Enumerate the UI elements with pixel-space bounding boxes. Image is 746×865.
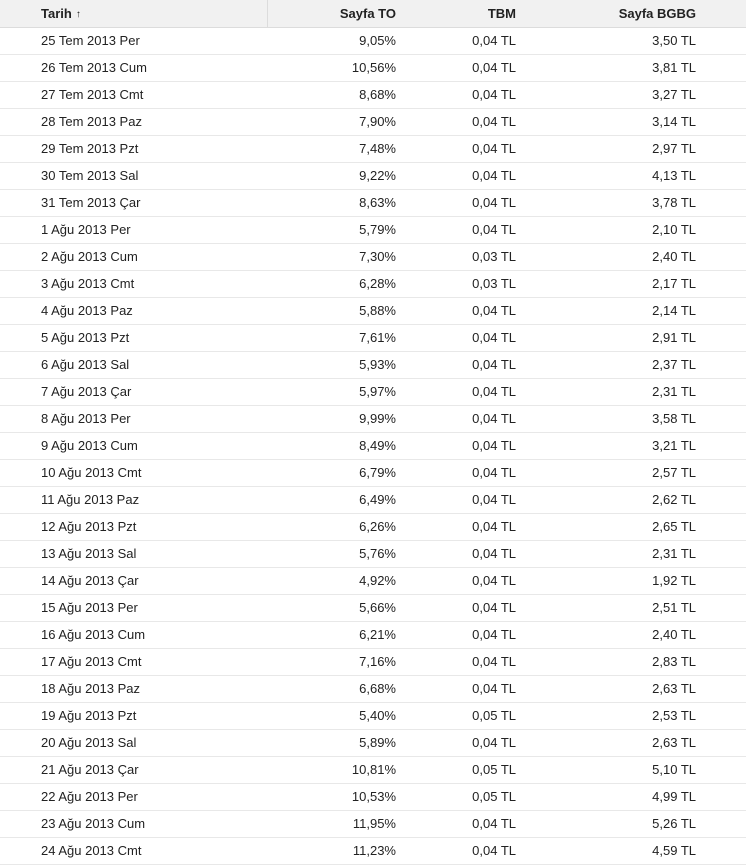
- cell-cpc: 0,04 TL: [472, 492, 516, 507]
- cell-page-rpm: 2,14 TL: [652, 303, 696, 318]
- cell-cpc: 0,05 TL: [472, 762, 516, 777]
- cell-cpc: 0,04 TL: [472, 600, 516, 615]
- cell-page-ctr: 5,40%: [359, 708, 396, 723]
- cell-page-rpm: 2,65 TL: [652, 519, 696, 534]
- column-header-page-ctr[interactable]: Sayfa TO: [339, 6, 396, 21]
- cell-cpc: 0,04 TL: [472, 735, 516, 750]
- cell-page-ctr: 5,79%: [359, 222, 396, 237]
- table-row: [0, 82, 746, 109]
- table-row: [0, 379, 746, 406]
- cell-cpc: 0,04 TL: [472, 195, 516, 210]
- table-row: [0, 217, 746, 244]
- table-row: [0, 676, 746, 703]
- table-row: [0, 649, 746, 676]
- cell-page-ctr: 10,53%: [351, 789, 396, 804]
- cell-page-rpm: 2,83 TL: [652, 654, 696, 669]
- table-row: [0, 541, 746, 568]
- cell-page-ctr: 7,90%: [359, 114, 396, 129]
- cell-cpc: 0,05 TL: [472, 789, 516, 804]
- column-header-date-label: Tarih: [41, 6, 72, 21]
- table-row: [0, 757, 746, 784]
- table-row: [0, 406, 746, 433]
- cell-cpc: 0,04 TL: [472, 168, 516, 183]
- cell-page-rpm: 1,92 TL: [652, 573, 696, 588]
- cell-date: 30 Tem 2013 Sal: [41, 168, 139, 183]
- cell-cpc: 0,04 TL: [472, 60, 516, 75]
- cell-date: 21 Ağu 2013 Çar: [41, 762, 139, 777]
- cell-page-rpm: 2,17 TL: [652, 276, 696, 291]
- cell-cpc: 0,04 TL: [472, 33, 516, 48]
- table-row: [0, 703, 746, 730]
- table-row: [0, 271, 746, 298]
- cell-page-ctr: 5,88%: [359, 303, 396, 318]
- cell-cpc: 0,04 TL: [472, 411, 516, 426]
- cell-cpc: 0,04 TL: [472, 843, 516, 858]
- cell-page-ctr: 5,97%: [359, 384, 396, 399]
- cell-page-ctr: 11,95%: [352, 816, 396, 831]
- column-header-page-rpm[interactable]: Sayfa BGBG: [618, 6, 696, 21]
- cell-page-rpm: 2,51 TL: [652, 600, 696, 615]
- cell-page-ctr: 11,23%: [352, 843, 396, 858]
- cell-page-ctr: 9,05%: [359, 33, 396, 48]
- table-row: [0, 325, 746, 352]
- cell-page-rpm: 3,14 TL: [652, 114, 696, 129]
- table-row: [0, 109, 746, 136]
- cell-page-ctr: 4,92%: [359, 573, 396, 588]
- table-row: [0, 190, 746, 217]
- cell-date: 16 Ağu 2013 Cum: [41, 627, 146, 642]
- cell-date: 11 Ağu 2013 Paz: [41, 492, 140, 507]
- table-row: [0, 568, 746, 595]
- table-row: [0, 730, 746, 757]
- cell-date: 20 Ağu 2013 Sal: [41, 735, 137, 750]
- cell-cpc: 0,04 TL: [472, 465, 516, 480]
- cell-page-rpm: 2,31 TL: [652, 384, 696, 399]
- cell-cpc: 0,03 TL: [472, 276, 516, 291]
- table-row: [0, 433, 746, 460]
- cell-page-ctr: 6,28%: [359, 276, 396, 291]
- cell-page-rpm: 2,63 TL: [652, 681, 696, 696]
- cell-date: 18 Ağu 2013 Paz: [41, 681, 141, 696]
- cell-date: 27 Tem 2013 Cmt: [41, 87, 144, 102]
- cell-page-rpm: 5,26 TL: [652, 816, 696, 831]
- cell-page-ctr: 6,21%: [359, 627, 396, 642]
- cell-page-rpm: 3,58 TL: [652, 411, 696, 426]
- cell-page-rpm: 3,50 TL: [652, 33, 696, 48]
- table-row: [0, 28, 746, 55]
- cell-date: 19 Ağu 2013 Pzt: [41, 708, 137, 723]
- cell-date: 17 Ağu 2013 Cmt: [41, 654, 142, 669]
- cell-cpc: 0,04 TL: [472, 573, 516, 588]
- cell-date: 9 Ağu 2013 Cum: [41, 438, 138, 453]
- cell-page-ctr: 7,61%: [359, 330, 396, 345]
- cell-date: 28 Tem 2013 Paz: [41, 114, 142, 129]
- table-row: [0, 298, 746, 325]
- cell-page-rpm: 3,27 TL: [652, 87, 696, 102]
- cell-page-rpm: 2,53 TL: [652, 708, 696, 723]
- cell-cpc: 0,04 TL: [472, 303, 516, 318]
- cell-page-ctr: 5,76%: [359, 546, 396, 561]
- column-header-date[interactable]: [0, 0, 268, 27]
- cell-page-ctr: 5,89%: [359, 735, 396, 750]
- cell-page-ctr: 6,49%: [359, 492, 396, 507]
- cell-page-ctr: 5,93%: [359, 357, 396, 372]
- cell-page-ctr: 7,16%: [359, 654, 396, 669]
- cell-page-ctr: 9,99%: [359, 411, 396, 426]
- cell-cpc: 0,04 TL: [472, 546, 516, 561]
- cell-cpc: 0,04 TL: [472, 87, 516, 102]
- cell-page-rpm: 4,13 TL: [652, 168, 696, 183]
- cell-date: 29 Tem 2013 Pzt: [41, 141, 139, 156]
- cell-page-rpm: 3,21 TL: [652, 438, 696, 453]
- cell-page-rpm: 2,91 TL: [652, 330, 696, 345]
- cell-cpc: 0,04 TL: [472, 384, 516, 399]
- table-row: [0, 595, 746, 622]
- cell-page-ctr: 8,68%: [359, 87, 396, 102]
- table-header: [0, 0, 746, 28]
- cell-page-rpm: 2,40 TL: [652, 249, 696, 264]
- cell-date: 14 Ağu 2013 Çar: [41, 573, 139, 588]
- table-row: [0, 622, 746, 649]
- table-row: [0, 136, 746, 163]
- cell-date: 13 Ağu 2013 Sal: [41, 546, 137, 561]
- table-row: [0, 514, 746, 541]
- cell-page-ctr: 8,63%: [359, 195, 396, 210]
- cell-date: 15 Ağu 2013 Per: [41, 600, 138, 615]
- cell-cpc: 0,03 TL: [472, 249, 516, 264]
- cell-page-ctr: 7,30%: [359, 249, 396, 264]
- cell-cpc: 0,04 TL: [472, 141, 516, 156]
- cell-date: 3 Ağu 2013 Cmt: [41, 276, 135, 291]
- table-row: [0, 487, 746, 514]
- cell-cpc: 0,04 TL: [472, 681, 516, 696]
- cell-page-ctr: 6,68%: [359, 681, 396, 696]
- cell-page-rpm: 2,40 TL: [652, 627, 696, 642]
- cell-cpc: 0,04 TL: [472, 654, 516, 669]
- table-row: [0, 838, 746, 865]
- table-row: [0, 55, 746, 82]
- cell-page-rpm: 3,78 TL: [652, 195, 696, 210]
- table-body: [0, 28, 746, 865]
- cell-date: 26 Tem 2013 Cum: [41, 60, 147, 75]
- cell-page-rpm: 3,81 TL: [652, 60, 696, 75]
- cell-date: 25 Tem 2013 Per: [41, 33, 140, 48]
- cell-date: 10 Ağu 2013 Cmt: [41, 465, 142, 480]
- cell-date: 23 Ağu 2013 Cum: [41, 816, 146, 831]
- table-row: [0, 352, 746, 379]
- table-row: [0, 460, 746, 487]
- cell-page-rpm: 2,37 TL: [652, 357, 696, 372]
- cell-page-ctr: 5,66%: [359, 600, 396, 615]
- cell-cpc: 0,04 TL: [472, 519, 516, 534]
- sort-ascending-icon: ↑: [75, 9, 81, 20]
- cell-date: 5 Ağu 2013 Pzt: [41, 330, 130, 345]
- cell-cpc: 0,05 TL: [472, 708, 516, 723]
- cell-page-rpm: 2,63 TL: [652, 735, 696, 750]
- table-row: [0, 784, 746, 811]
- table-row: [0, 811, 746, 838]
- cell-date: 7 Ağu 2013 Çar: [41, 384, 132, 399]
- cell-page-rpm: 5,10 TL: [652, 762, 696, 777]
- cell-date: 12 Ağu 2013 Pzt: [41, 519, 137, 534]
- cell-cpc: 0,04 TL: [472, 114, 516, 129]
- cell-cpc: 0,04 TL: [472, 222, 516, 237]
- cell-page-ctr: 8,49%: [359, 438, 396, 453]
- cell-cpc: 0,04 TL: [472, 330, 516, 345]
- cell-date: 4 Ağu 2013 Paz: [41, 303, 133, 318]
- cell-page-rpm: 2,31 TL: [652, 546, 696, 561]
- cell-cpc: 0,04 TL: [472, 627, 516, 642]
- cell-page-rpm: 2,62 TL: [652, 492, 696, 507]
- cell-date: 22 Ağu 2013 Per: [41, 789, 138, 804]
- cell-date: 6 Ağu 2013 Sal: [41, 357, 130, 372]
- cell-date: 2 Ağu 2013 Cum: [41, 249, 138, 264]
- cell-cpc: 0,04 TL: [472, 357, 516, 372]
- cell-page-rpm: 4,99 TL: [652, 789, 696, 804]
- cell-date: 31 Tem 2013 Çar: [41, 195, 141, 210]
- cell-date: 24 Ağu 2013 Cmt: [41, 843, 142, 858]
- cell-date: 1 Ağu 2013 Per: [41, 222, 131, 237]
- column-header-cpc[interactable]: TBM: [487, 6, 516, 21]
- cell-page-ctr: 6,79%: [359, 465, 396, 480]
- cell-page-rpm: 4,59 TL: [652, 843, 696, 858]
- cell-page-rpm: 2,57 TL: [652, 465, 696, 480]
- cell-page-ctr: 10,81%: [351, 762, 396, 777]
- cell-page-rpm: 2,10 TL: [652, 222, 696, 237]
- cell-page-rpm: 2,97 TL: [652, 141, 696, 156]
- table-row: [0, 163, 746, 190]
- cell-page-ctr: 6,26%: [359, 519, 396, 534]
- cell-date: 8 Ağu 2013 Per: [41, 411, 131, 426]
- cell-page-ctr: 7,48%: [359, 141, 396, 156]
- table-row: [0, 244, 746, 271]
- cell-cpc: 0,04 TL: [472, 816, 516, 831]
- cell-page-ctr: 9,22%: [359, 168, 396, 183]
- cell-page-ctr: 10,56%: [351, 60, 396, 75]
- cell-cpc: 0,04 TL: [472, 438, 516, 453]
